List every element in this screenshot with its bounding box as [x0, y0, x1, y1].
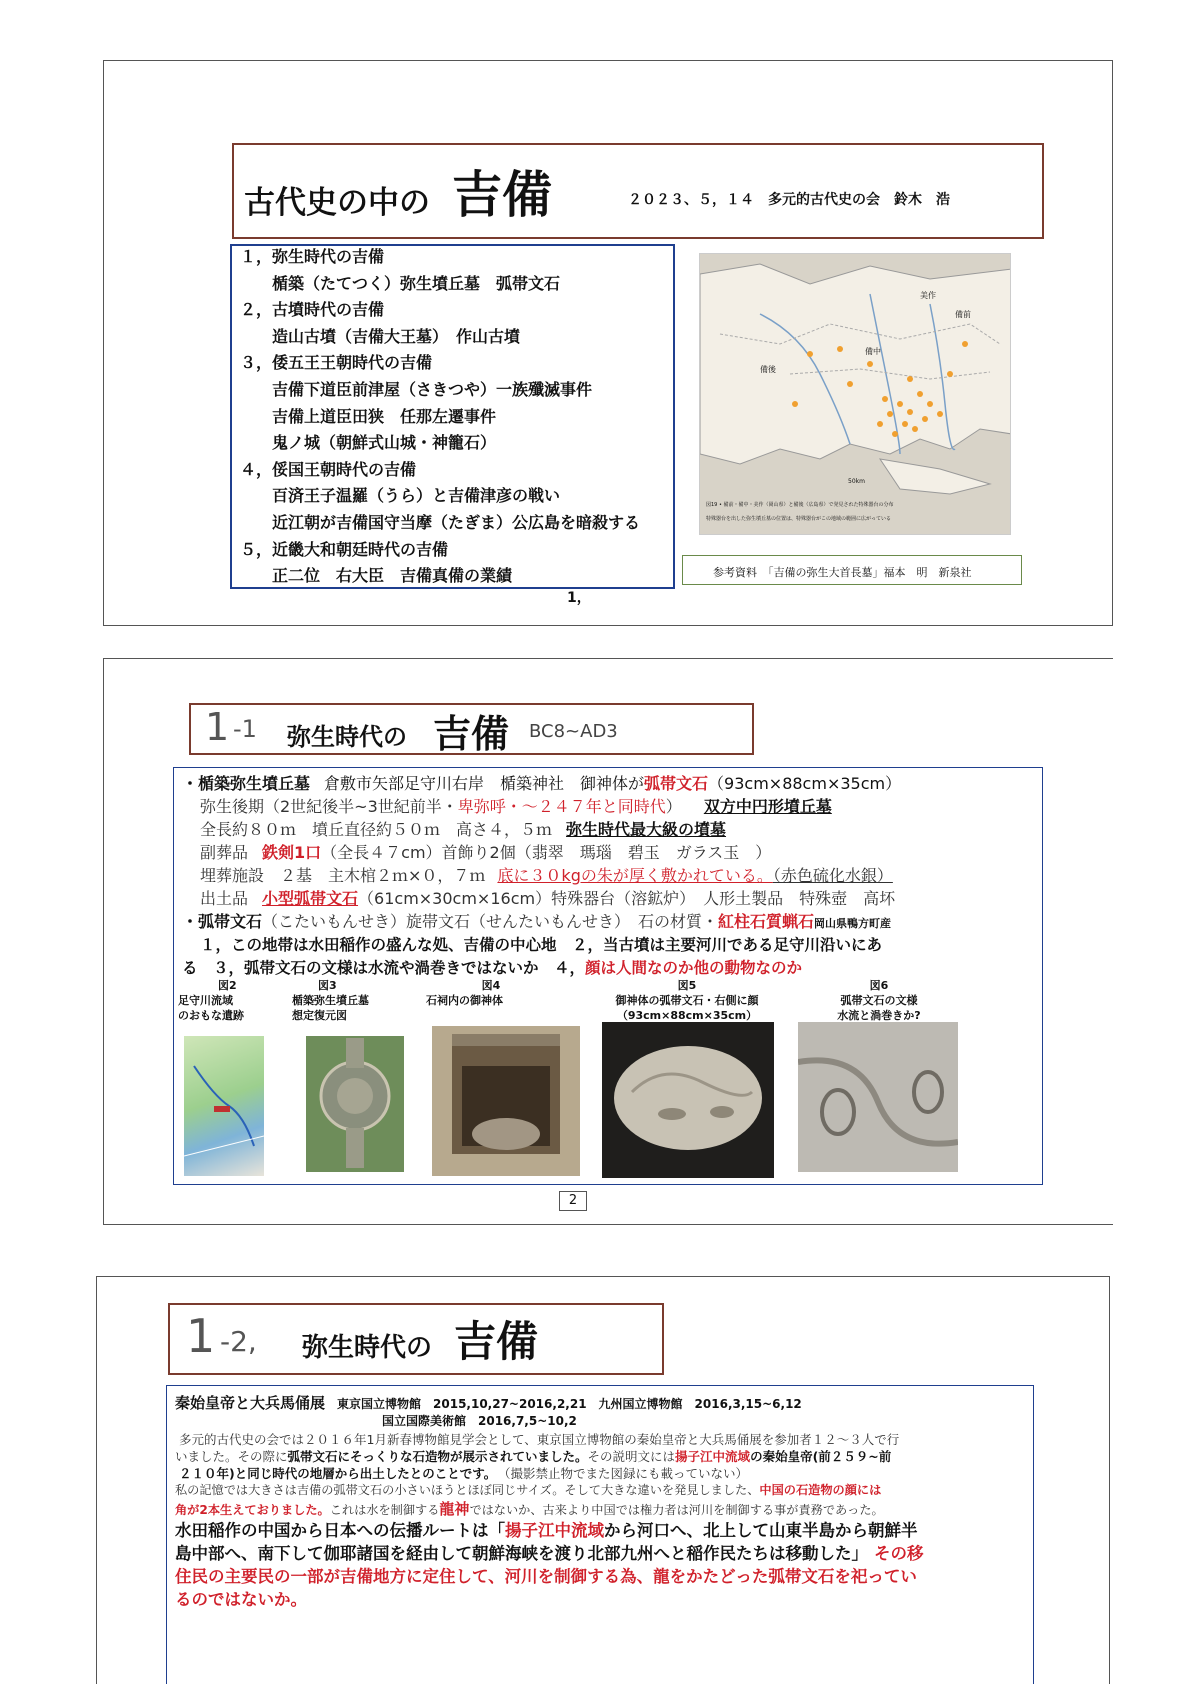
map-label-3: 美作 [920, 291, 936, 300]
s2-line-4: 副葬品 鉄剣1口（全長４７cm）首飾り2個（翡翠 瑪瑙 碧玉 ガラス玉 ） [200, 843, 772, 862]
s2-line-8: １，この地帯は水田稲作の盛んな処、吉備の中心地 ２，当古墳は主要河川である足守川沿いにあ [200, 936, 883, 954]
toc-subitem: 造山古墳（吉備大王墓） 作山古墳 [272, 326, 521, 346]
slide3-title-text: 弥生時代の [302, 1333, 433, 1363]
map-label-4: 備後 [760, 365, 776, 374]
toc-list [240, 244, 640, 590]
map-label-1: 備前 [955, 310, 971, 319]
s3-p4: 私の記憶では大きさは吉備の弧帯文石の小さいほうとほぼ同じサイズ。そして大きな違いを発見しました、中国の石造物の顔には [175, 1483, 882, 1497]
slide3-title-box [168, 1303, 664, 1375]
slide-2 [103, 658, 1113, 1225]
map-scale: 50km [848, 478, 865, 485]
toc-section: ３，倭五王王朝時代の吉備 [240, 353, 433, 373]
slide2-title-era: BC8~AD3 [529, 721, 618, 742]
slide3-content-box [166, 1385, 1034, 1684]
map-caption-2: 特殊器台を出した弥生墳丘墓の位置は、特殊器台がこの地域の範囲に広がっている [706, 516, 892, 522]
fig2-graphic [184, 1036, 264, 1176]
fig5-sacred-stone-image [602, 1022, 774, 1178]
map-graphic [700, 254, 1011, 535]
slide-3 [96, 1276, 1110, 1684]
s2-line-3: 全長約８０ｍ 墳丘直径約５０ｍ 高さ４，５ｍ 弥生時代最大級の墳墓 [200, 820, 727, 839]
fig5-caption: 図5 御神体の弧帯文石・右側に顔 （93cm×88cm×35cm） [615, 979, 759, 1022]
slide2-content-box [173, 767, 1043, 1185]
s2-line-7: ・弧帯文石（こたいもんせき）旋帯文石（せんたいもんせき） 石の材質・紅柱石質蝋石岡山県鴨方町産 [182, 912, 892, 931]
s3-head-1: 秦始皇帝と大兵馬俑展 東京国立博物館 2015,10,27~2016,2,21 九州国立博物館 2016,3,15~6,12 [175, 1394, 802, 1412]
toc-subitem: 近江朝が吉備国守当摩（たぎま）公広島を暗殺する [272, 512, 641, 532]
fig2-caption: 図2 足守川流域 のおもな遺跡 [178, 979, 244, 1022]
slide2-title-sub: -1 [233, 715, 257, 743]
slide1-title-big: 吉備 [452, 166, 552, 224]
slide1-title-small: 古代史の中の [244, 185, 430, 221]
s2-line-1: ・楯築弥生墳丘墓 倉敷市矢部足守川右岸 楯築神社 御神体が弧帯文石（93cm×88cm×35cm） [182, 774, 902, 793]
toc-subitem: 鬼ノ城（朝鮮式山城・神籠石） [272, 433, 497, 453]
slide2-title-box [189, 703, 754, 755]
s2-line-5: 埋葬施設 ２基 主木棺２ｍ×０，７ｍ 底に３０kgの朱が厚く敷かれている。（赤色硫化水銀） [200, 866, 893, 885]
fig4-stone-shrine-image [432, 1026, 580, 1176]
fig4-graphic [432, 1026, 580, 1176]
slide2-page-number-box [559, 1191, 587, 1211]
s2-line-2: 弥生後期（2世紀後半~3世紀前半・卑弥呼・～２４７年と同時代） 双方中円形墳丘墓 [200, 797, 832, 816]
kibi-distribution-map [699, 253, 1011, 535]
toc-subitem: 百済王子温羅（うら）と吉備津彦の戦い [272, 486, 561, 506]
slide1-toc-box [230, 244, 675, 589]
fig3-graphic [306, 1036, 404, 1172]
s3-p2: いました。その際に弧帯文石にそっくりな石造物が展示されていました。その説明文には揚子江中流域の秦始皇帝(前２５９~前 [175, 1449, 892, 1464]
fig3-tumulus-reconstruction-image [306, 1036, 404, 1172]
map-label-2: 備中 [865, 347, 881, 356]
slide3-title-num: 1 [186, 1309, 216, 1363]
slide2-page-number: 2 [568, 1193, 578, 1208]
fig5-graphic [602, 1022, 774, 1178]
toc-subitem: 正二位 右大臣 吉備真備の業績 [272, 566, 513, 586]
s3-p1: 多元的古代史の会では２０１６年1月新春博物館見学会として、東京国立博物館の秦始皇帝と大兵馬俑展を参加者１２～３人で行 [179, 1432, 900, 1447]
toc-section: １，弥生時代の吉備 [240, 247, 385, 266]
s2-line-6: 出土品 小型弧帯文石（61cm×30cm×16cm）特殊器台（溶鉱炉） 人形土製品 特殊壺 高坏 [200, 889, 896, 908]
s3-p6: 水田稲作の中国から日本への伝播ルートは「揚子江中流域から河口へ、北上して山東半島から朝鮮半 [175, 1521, 918, 1540]
fig6-graphic [798, 1022, 958, 1172]
fig2-river-map-image [184, 1036, 264, 1176]
fig6-stone-pattern-image [798, 1022, 958, 1172]
s3-p7: 島中部へ、南下して伽耶諸国を経由して朝鮮海峡を渡り北部九州へと稲作民たちは移動した」 その移 [175, 1544, 924, 1563]
map-caption: 図19 • 備前・備中・美作（岡山県）と備後（広島県）で発見された特殊器台の分布 [706, 502, 894, 508]
reference-text: 参考資料 「吉備の弥生大首長墓」福本 明 新泉社 [713, 566, 972, 579]
slide-1 [103, 60, 1113, 626]
s3-head-2: 国立国際美術館 2016,7,5~10,2 [382, 1414, 577, 1428]
slide3-title-sub: -2, [220, 1325, 257, 1358]
fig4-caption: 図4 石祠内の御神体 [426, 979, 503, 1007]
fig6-caption: 図6 弧帯文石の文様 水流と渦巻きか? [837, 979, 921, 1022]
slide1-title-box [232, 143, 1044, 239]
s3-p8: 住民の主要民の一部が吉備地方に定住して、河川を制御する為、龍をかたどった弧帯文石を祀ってい [175, 1567, 917, 1586]
toc-subitem: 吉備下道臣前津屋（さきつや）一族殲滅事件 [272, 379, 593, 399]
slide2-title-text: 弥生時代の [287, 723, 407, 751]
slide2-title-num: 1 [205, 705, 230, 749]
slide1-date-author: ２０２３、５，１４ 多元的古代史の会 鈴木 浩 [628, 192, 950, 208]
s3-p9: るのではないか。 [175, 1590, 307, 1609]
slide3-title-big: 吉備 [454, 1317, 539, 1366]
toc-section: ５，近畿大和朝廷時代の吉備 [240, 539, 449, 559]
toc-subitem: 楯築（たてつく）弥生墳丘墓 弧帯文石 [272, 273, 561, 293]
toc-section: ４，俀国王朝時代の吉備 [240, 459, 417, 479]
toc-section: ２，古墳時代の吉備 [240, 300, 385, 320]
s3-p5: 角が2本生えておりました。これは水を制御する龍神ではないか、古来より中国では権力者は河川を制御する事が責務であった。 [175, 1500, 884, 1518]
toc-subitem: 吉備上道臣田狭 任那左遷事件 [272, 406, 497, 426]
reference-box [682, 555, 1022, 585]
s3-p3: ２１０年)と同じ時代の地層から出土したとのことです。 （撮影禁止物でまた図録にも載っていない） [179, 1466, 748, 1481]
slide1-page-number: 1， [567, 590, 591, 606]
s2-line-9: る ３，弧帯文石の文様は水流や渦巻きではないか ４，顔は人間なのか他の動物なのか [182, 959, 803, 977]
fig3-caption: 図3 楯築弥生墳丘墓 想定復元図 [292, 979, 369, 1022]
slide2-title-big: 吉備 [433, 712, 510, 756]
